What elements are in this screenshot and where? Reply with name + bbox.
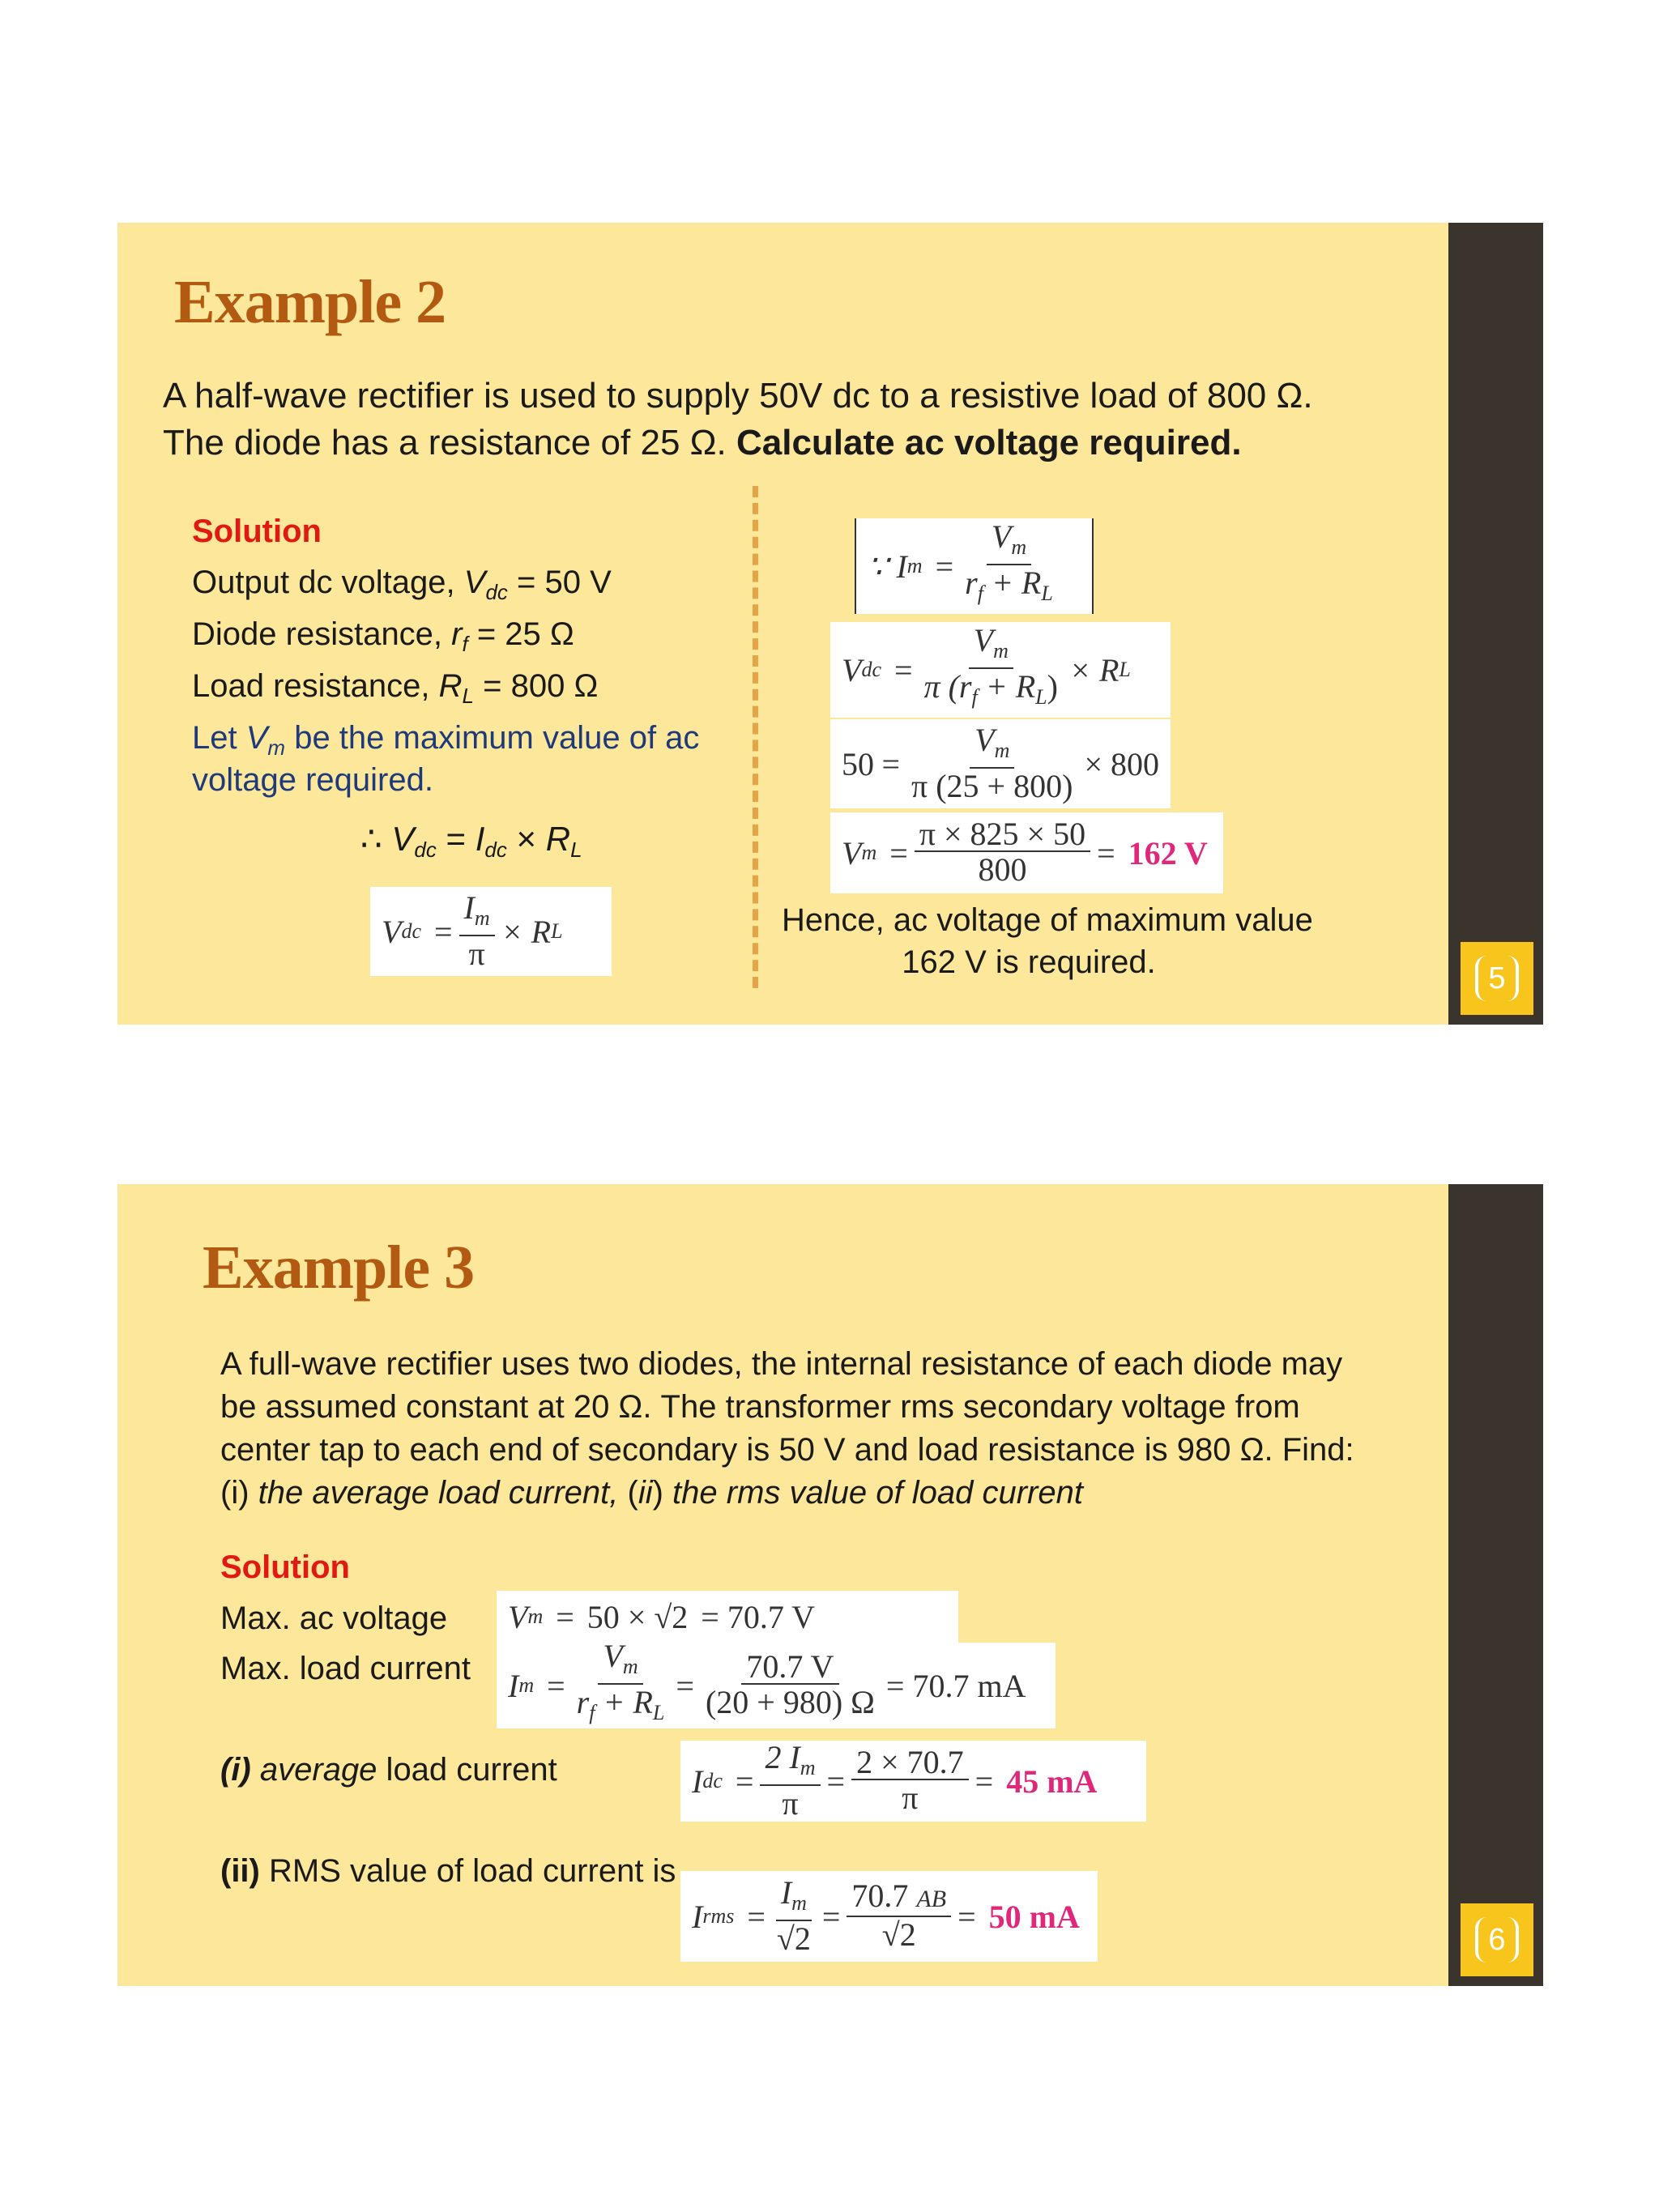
let-statement-cont: voltage required. (192, 762, 433, 798)
slide-sidebar (1448, 223, 1543, 1025)
equation-im-definition: ∵ I m = $\frac{V_m}{r_f + R_L}$ (855, 518, 1094, 614)
given-diode-resistance: Diode resistance, $r_f = 25$ Ω (192, 616, 574, 656)
problem-line: The diode has a resistance of 25 Ω. Calculate ac voltage required. (163, 423, 1242, 462)
problem-line: A full-wave rectifier uses two diodes, the internal resistance of each diode may (220, 1346, 1343, 1382)
problem-line: center tap to each end of secondary is 50 V and load resistance is 980 Ω. Find: (220, 1432, 1354, 1468)
given-dc-voltage: Output dc voltage, $V_{dc} = 50$ V (192, 565, 612, 604)
example-title: Example 2 (174, 268, 446, 336)
equation-vdc-full: V dc = $\frac{V_m}{\pi (r_f + R_L)}$ × R L (830, 622, 1171, 718)
let-statement: Let $V_m$ be the maximum value of ac (192, 720, 700, 760)
problem-line: be assumed constant at 20 Ω. The transformer rms secondary voltage from (220, 1389, 1300, 1425)
slide-example-3 (117, 1184, 1543, 1986)
conclusion: Hence, ac voltage of maximum value 162 V is required. (782, 902, 1313, 980)
max-ac-voltage-label: Max. ac voltage (220, 1600, 448, 1636)
average-current-label: (i) average load current (220, 1752, 557, 1788)
max-load-current-label: Max. load current (220, 1651, 471, 1686)
slide-sidebar (1448, 1184, 1543, 1986)
page-number: 5 (1475, 956, 1518, 1001)
problem-line: (i) the average load current, (ii) the rms value of load current (220, 1475, 1083, 1511)
given-load-resistance: Load resistance, $R_L = 800$ Ω (192, 668, 599, 708)
problem-statement (163, 373, 1499, 467)
equation-vdc-numeric: 50 = $\frac{V_m}{\pi (25 + 800)}$ × 800 (830, 719, 1171, 808)
slide-example-2 (117, 223, 1543, 1025)
problem-line: A half-wave rectifier is used to supply 50V dc to a resistive load of 800 Ω. (163, 376, 1313, 416)
page-number-badge (1461, 942, 1533, 1015)
example-title: Example 3 (203, 1234, 475, 1302)
page-number-badge (1461, 1903, 1533, 1976)
equation-idc: I dc = $\frac{2 I_m}{\pi}$ = $\frac{2 \times 70.7}{\pi}$ = 45 mA (680, 1741, 1146, 1822)
solution-label: Solution (192, 514, 322, 549)
equation-vm: V m = 50 × √2 = 70.7 V (497, 1591, 958, 1643)
rms-current-label: (ii) RMS value of load current is (220, 1853, 676, 1889)
equation-vdc-im: V dc = $\frac{I_m}{\pi}$ × R L (370, 887, 612, 976)
problem-statement (220, 1343, 1481, 1515)
page-number: 6 (1475, 1917, 1518, 1963)
equation-vm-result: V m = $\frac{\pi \times 825 \times 50}{800}$ = 162 V (830, 812, 1223, 893)
therefore-equation: ∴ $V_{dc} = I_{dc} \times R_L$ (360, 820, 582, 862)
equation-im: I m = $\frac{V_m}{r_f + R_L}$ = $\frac{70.7 V}{(20 + 980) \Omega}$ = 70.7 mA (497, 1643, 1056, 1728)
solution-label: Solution (220, 1549, 350, 1585)
equation-irms: I rms = $\frac{I_m}{√2}$ = $\frac{70.7 AB}{√2}$ = 50 mA (680, 1871, 1098, 1962)
column-divider (753, 486, 758, 988)
